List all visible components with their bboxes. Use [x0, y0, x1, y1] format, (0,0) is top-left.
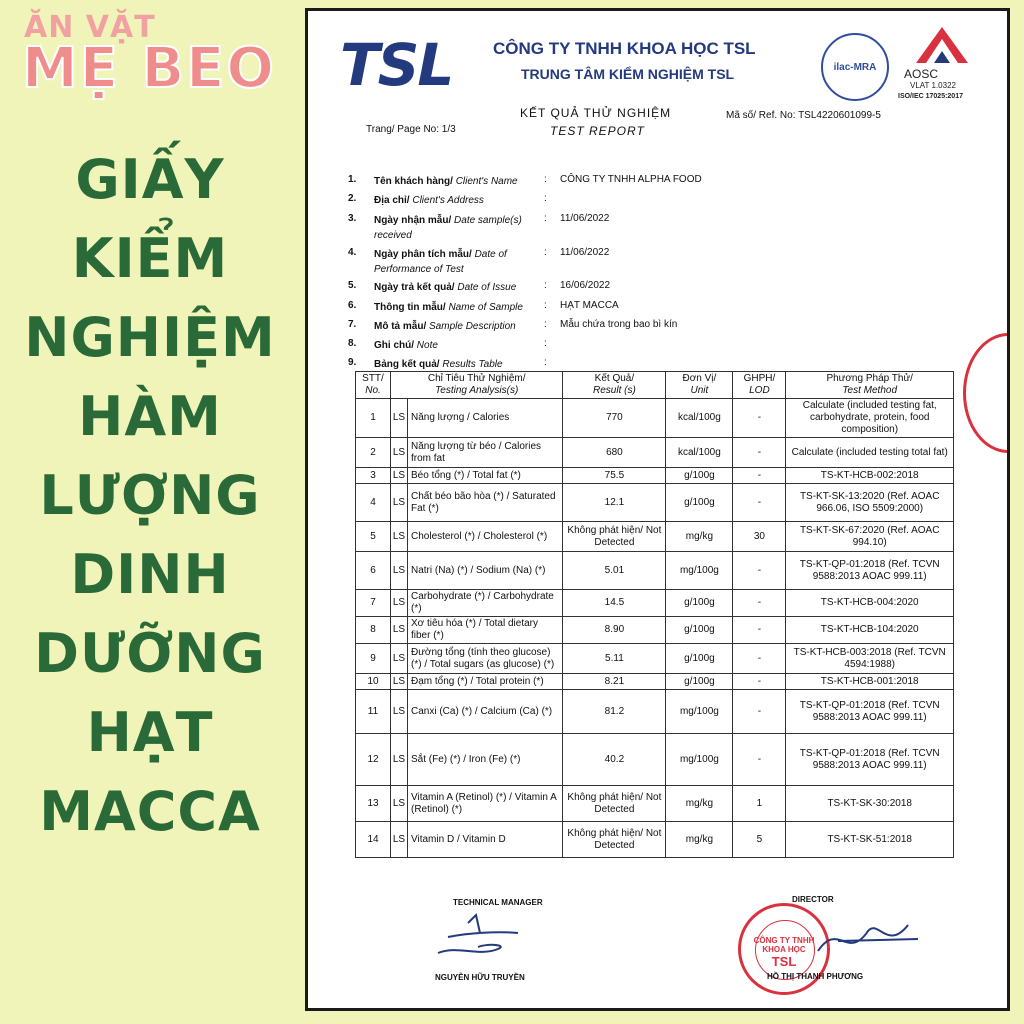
cell-no: 14: [356, 822, 391, 858]
cell-analysis: Béo tổng (*) / Total fat (*): [408, 468, 563, 484]
cell-method: Calculate (included testing fat, carbohydrate, protein, food composition): [786, 399, 954, 438]
cell-unit: g/100g: [666, 644, 733, 674]
cell-unit: g/100g: [666, 468, 733, 484]
cell-result: 8.21: [563, 674, 666, 690]
cell-result: 40.2: [563, 734, 666, 786]
cell-lod: -: [733, 399, 786, 438]
cell-method: TS-KT-SK-30:2018: [786, 786, 954, 822]
table-row: [356, 734, 954, 786]
cell-method: TS-KT-QP-01:2018 (Ref. TCVN 9588:2013 AOAC 999.11): [786, 734, 954, 786]
cell-ls: LS: [391, 590, 408, 617]
cell-no: 9: [356, 644, 391, 674]
cell-result: 75.5: [563, 468, 666, 484]
director-signature-icon: [808, 911, 928, 971]
info-number: 5.: [348, 280, 357, 291]
info-label: Ngày trả kết quả/ Date of Issue: [374, 282, 517, 293]
info-number: 6.: [348, 300, 357, 311]
cell-result: 5.11: [563, 644, 666, 674]
cell-method: TS-KT-HCB-004:2020: [786, 590, 954, 617]
table-row: [356, 522, 954, 552]
col-header-analysis: Chỉ Tiêu Thử Nghiệm/ Testing Analysis(s): [391, 372, 563, 399]
info-value: Mẫu chứa trong bao bì kín: [560, 319, 678, 330]
cell-no: 13: [356, 786, 391, 822]
cell-analysis: Năng lượng từ béo / Calories from fat: [408, 438, 563, 468]
cell-result: Không phát hiện/ Not Detected: [563, 786, 666, 822]
manager-name: NGUYỄN HỮU TRUYỀN: [435, 973, 525, 982]
aosc-logo: [898, 25, 988, 105]
info-label: Địa chỉ/ Client's Address: [374, 195, 484, 206]
info-label: Bảng kết quả/ Results Table: [374, 359, 503, 370]
info-number: 4.: [348, 247, 357, 258]
cell-ls: LS: [391, 690, 408, 734]
cell-method: TS-KT-HCB-001:2018: [786, 674, 954, 690]
headline-line: GIẤY: [75, 148, 225, 211]
info-value: CÔNG TY TNHH ALPHA FOOD: [560, 174, 702, 185]
test-report-document: TSL CÔNG TY TNHH KHOA HỌC TSL TRUNG TÂM KIỂM NGHIỆM TSL ilac-MRA AOSC VLAT 1.0322 ISO/IEC 17025:2017 KẾT QUẢ THỬ NGHIỆM TEST REPORT Mã số/ Ref. No: TSL4220601099-5 Trang/ Page No: 1/3 1. Tên khách hàng/ Client's Name : CÔNG TY TNHH ALPHA FOOD 2. Địa chỉ/ Client's Address : 3. Ngày nhận mẫu/ Date sample(s) received : 11/06/2022 4. Ngày phân tích mẫu/ Date of Performance of Test : 11/06/2022 5. Ngày trả kết quả/ Date of Issue : 16/06/2022 6. Thông tin mẫu/ Name of Sample : HẠT MACCA 7. Mô tả mẫu/ Sample Description : Mẫu chứa trong bao bì kín 8. Ghi chú/ Note : 9. Bảng kết quả/ Results Table : STT/ No. Chỉ Tiêu Thử Nghiệm/ Testing Analysis(s) Kết Quả/ Result (s) Đơn Vị/ Unit GHPH/ LOD Phương Pháp Thử/ Test Method 1 LS Năng lượng / Calories 770 kcal/100g - Calculate (included testing fat, carbohydrate, protein, food composition) 2 LS Năng lượng từ béo / Calories from fat 680 kcal/100g - Calculate (included testing total fat) 3 LS Béo tổng (*) / Total fat (*) 75.5 g/100g - TS-KT-HCB-002:2018 4 LS Chất béo bão hòa (*) / Saturated Fat (*) 12.1 g/100g - TS-KT-SK-13:2020 (Ref. AOAC 966.06, ISO 5509:2000) 5 LS Cholesterol (*) / Cholesterol (*) Không phát hiện/ Not Detected mg/kg 30 TS-KT-SK-67:2020 (Ref. AOAC 994.10) 6 LS Natri (Na) (*) / Sodium (Na) (*) 5.01 mg/100g - TS-KT-QP-01:2018 (Ref. TCVN 9588:2013 AOAC 999.11) 7 LS Carbohydrate (*) / Carbohydrate (*) 14.5 g/100g - TS-KT-HCB-004:2020 8 LS Xơ tiêu hóa (*) / Total dietary fiber (*) 8.90 g/100g - TS-KT-HCB-104:2020 9 LS Đường tổng (tính theo glucose) (*) / Total sugars (as glucose) (*) 5.11 g/100g - TS-KT-HCB-003:2018 (Ref. TCVN 4594:1988) 10 LS Đạm tổng (*) / Total protein (*) 8.21 g/100g - TS-KT-HCB-001:2018 11 LS Canxi (Ca) (*) / Calcium (Ca) (*) 81.2 mg/100g - TS-KT-QP-01:2018 (Ref. TCVN 9588:2013 AOAC 999.11) 12 LS Sắt (Fe) (*) / Iron (Fe) (*) 40.2 mg/100g - TS-KT-QP-01:2018 (Ref. TCVN 9588:2013 AOAC 999.11) 13 LS Vitamin A (Retinol) (*) / Vitamin A (Retinol) (*) Không phát hiện/ Not Detected mg/kg 1 TS-KT-SK-30:2018 14 LS Vitamin D / Vitamin D Không phát hiện/ Not Detected mg/kg 5 TS-KT-SK-51:2018 TECHNICAL MANAGER DIRECTOR NGUYỄN HỮU TRUYỀN CÔNG TY TNHH KHOA HỌC TSL HỒ THỊ THANH PHƯƠNG: [305, 8, 1010, 1011]
technical-manager-label: TECHNICAL MANAGER: [453, 898, 543, 907]
manager-signature-icon: [428, 913, 528, 965]
cell-result: Không phát hiện/ Not Detected: [563, 522, 666, 552]
headline-line: NGHIỆM: [24, 306, 276, 369]
tsl-logo: TSL: [340, 31, 453, 99]
cell-lod: -: [733, 438, 786, 468]
page-number: Trang/ Page No: 1/3: [366, 124, 456, 135]
cell-no: 2: [356, 438, 391, 468]
cell-ls: LS: [391, 522, 408, 552]
aosc-triangle-icon: [914, 25, 970, 65]
cell-no: 4: [356, 484, 391, 522]
aosc-label: AOSC: [904, 67, 939, 81]
headline-line: HẠT: [86, 701, 214, 764]
cell-method: TS-KT-HCB-002:2018: [786, 468, 954, 484]
lab-name: TRUNG TÂM KIỂM NGHIỆM TSL: [521, 66, 735, 82]
cell-lod: -: [733, 484, 786, 522]
info-value: 11/06/2022: [560, 247, 610, 258]
report-title-vn: KẾT QUẢ THỬ NGHIỆM: [520, 106, 672, 120]
cell-result: Không phát hiện/ Not Detected: [563, 822, 666, 858]
cell-ls: LS: [391, 468, 408, 484]
cell-result: 8.90: [563, 617, 666, 644]
cell-lod: -: [733, 552, 786, 590]
cell-unit: mg/100g: [666, 690, 733, 734]
cell-lod: -: [733, 590, 786, 617]
cell-no: 6: [356, 552, 391, 590]
cell-no: 3: [356, 468, 391, 484]
cell-no: 1: [356, 399, 391, 438]
cell-unit: g/100g: [666, 617, 733, 644]
cell-unit: kcal/100g: [666, 399, 733, 438]
cell-analysis: Năng lượng / Calories: [408, 399, 563, 438]
cell-result: 14.5: [563, 590, 666, 617]
cell-ls: LS: [391, 617, 408, 644]
cell-lod: -: [733, 690, 786, 734]
cell-ls: LS: [391, 399, 408, 438]
info-number: 9.: [348, 357, 357, 368]
cell-no: 8: [356, 617, 391, 644]
headline: [0, 140, 300, 851]
cell-method: TS-KT-HCB-003:2018 (Ref. TCVN 4594:1988): [786, 644, 954, 674]
info-value: 16/06/2022: [560, 280, 611, 291]
cell-unit: mg/kg: [666, 522, 733, 552]
reference-number: Mã số/ Ref. No: TSL4220601099-5: [726, 110, 881, 121]
info-number: 1.: [348, 174, 357, 185]
cell-ls: LS: [391, 484, 408, 522]
results-table: [355, 371, 954, 858]
cell-no: 7: [356, 590, 391, 617]
cell-ls: LS: [391, 674, 408, 690]
info-label: Ngày nhận mẫu/ Date sample(s) received: [374, 215, 522, 241]
cell-ls: LS: [391, 644, 408, 674]
cell-unit: g/100g: [666, 674, 733, 690]
cell-result: 12.1: [563, 484, 666, 522]
cell-ls: LS: [391, 552, 408, 590]
vlat-label: VLAT 1.0322: [910, 81, 956, 90]
cell-lod: -: [733, 468, 786, 484]
cell-lod: 30: [733, 522, 786, 552]
cell-analysis: Vitamin D / Vitamin D: [408, 822, 563, 858]
cell-method: TS-KT-SK-51:2018: [786, 822, 954, 858]
col-header-no: STT/ No.: [356, 372, 391, 399]
cell-unit: mg/100g: [666, 552, 733, 590]
table-row: [356, 690, 954, 734]
company-name: CÔNG TY TNHH KHOA HỌC TSL: [493, 39, 756, 58]
cell-method: TS-KT-SK-67:2020 (Ref. AOAC 994.10): [786, 522, 954, 552]
headline-line: DINH: [70, 543, 230, 606]
cell-result: 5.01: [563, 552, 666, 590]
cell-method: TS-KT-QP-01:2018 (Ref. TCVN 9588:2013 AOAC 999.11): [786, 552, 954, 590]
table-row: [356, 468, 954, 484]
headline-line: HÀM: [78, 385, 222, 448]
info-label: Tên khách hàng/ Client's Name: [374, 176, 518, 187]
info-number: 7.: [348, 319, 357, 330]
stamp-text: CÔNG TY TNHH KHOA HỌC: [753, 936, 815, 954]
cell-unit: mg/kg: [666, 822, 733, 858]
table-row: [356, 438, 954, 468]
col-header-lod: GHPH/ LOD: [733, 372, 786, 399]
cell-ls: LS: [391, 734, 408, 786]
table-row: [356, 484, 954, 522]
ilac-mra-logo: ilac-MRA: [821, 33, 889, 101]
cell-ls: LS: [391, 786, 408, 822]
info-number: 8.: [348, 338, 357, 349]
stamp-tsl: TSL: [771, 954, 797, 969]
col-header-result: Kết Quả/ Result (s): [563, 372, 666, 399]
cell-unit: mg/100g: [666, 734, 733, 786]
info-number: 2.: [348, 193, 357, 204]
table-row: [356, 552, 954, 590]
cell-analysis: Carbohydrate (*) / Carbohydrate (*): [408, 590, 563, 617]
cell-no: 12: [356, 734, 391, 786]
cell-method: TS-KT-HCB-104:2020: [786, 617, 954, 644]
cell-analysis: Natri (Na) (*) / Sodium (Na) (*): [408, 552, 563, 590]
info-label: Thông tin mẫu/ Name of Sample: [374, 302, 523, 313]
table-row: [356, 617, 954, 644]
info-label: Ghi chú/ Note: [374, 340, 438, 351]
cell-method: TS-KT-QP-01:2018 (Ref. TCVN 9588:2013 AOAC 999.11): [786, 690, 954, 734]
cell-lod: -: [733, 674, 786, 690]
brand-line1: ĂN VẶT: [24, 10, 156, 45]
cell-lod: -: [733, 734, 786, 786]
cell-unit: kcal/100g: [666, 438, 733, 468]
cell-lod: 5: [733, 822, 786, 858]
report-title-en: TEST REPORT: [550, 124, 645, 138]
table-row: [356, 590, 954, 617]
info-value: 11/06/2022: [560, 213, 610, 224]
brand-logo: MẸ BEO: [22, 36, 277, 101]
info-value: HẠT MACCA: [560, 300, 619, 311]
cell-analysis: Chất béo bão hòa (*) / Saturated Fat (*): [408, 484, 563, 522]
cell-unit: g/100g: [666, 590, 733, 617]
cell-lod: 1: [733, 786, 786, 822]
table-row: [356, 822, 954, 858]
cell-method: TS-KT-SK-13:2020 (Ref. AOAC 966.06, ISO 5509:2000): [786, 484, 954, 522]
cell-no: 11: [356, 690, 391, 734]
cell-method: Calculate (included testing total fat): [786, 438, 954, 468]
cell-lod: -: [733, 617, 786, 644]
cell-unit: mg/kg: [666, 786, 733, 822]
iso-label: ISO/IEC 17025:2017: [898, 93, 963, 100]
info-label: Mô tả mẫu/ Sample Description: [374, 321, 516, 332]
table-row: [356, 399, 954, 438]
headline-line: DƯỠNG: [34, 622, 266, 685]
cell-ls: LS: [391, 822, 408, 858]
col-header-unit: Đơn Vị/ Unit: [666, 372, 733, 399]
director-label: DIRECTOR: [792, 895, 834, 904]
director-name: HỒ THỊ THANH PHƯƠNG: [767, 972, 864, 981]
edge-stamp: [963, 333, 1010, 453]
cell-analysis: Đường tổng (tính theo glucose) (*) / Total sugars (as glucose) (*): [408, 644, 563, 674]
cell-result: 770: [563, 399, 666, 438]
table-header-row: [356, 372, 954, 399]
cell-analysis: Vitamin A (Retinol) (*) / Vitamin A (Retinol) (*): [408, 786, 563, 822]
cell-analysis: Cholesterol (*) / Cholesterol (*): [408, 522, 563, 552]
cell-result: 680: [563, 438, 666, 468]
info-number: 3.: [348, 213, 357, 224]
cell-analysis: Sắt (Fe) (*) / Iron (Fe) (*): [408, 734, 563, 786]
table-row: [356, 644, 954, 674]
cell-ls: LS: [391, 438, 408, 468]
col-header-method: Phương Pháp Thử/ Test Method: [786, 372, 954, 399]
cell-unit: g/100g: [666, 484, 733, 522]
cell-result: 81.2: [563, 690, 666, 734]
cell-analysis: Xơ tiêu hóa (*) / Total dietary fiber (*): [408, 617, 563, 644]
cell-analysis: Đạm tổng (*) / Total protein (*): [408, 674, 563, 690]
info-label: Ngày phân tích mẫu/ Date of Performance of Test: [374, 249, 507, 275]
cell-no: 5: [356, 522, 391, 552]
headline-line: MACCA: [39, 780, 261, 843]
cell-lod: -: [733, 644, 786, 674]
headline-line: LƯỢNG: [39, 464, 261, 527]
cell-no: 10: [356, 674, 391, 690]
cell-analysis: Canxi (Ca) (*) / Calcium (Ca) (*): [408, 690, 563, 734]
headline-line: KIỂM: [71, 227, 229, 290]
table-row: [356, 786, 954, 822]
table-row: [356, 674, 954, 690]
